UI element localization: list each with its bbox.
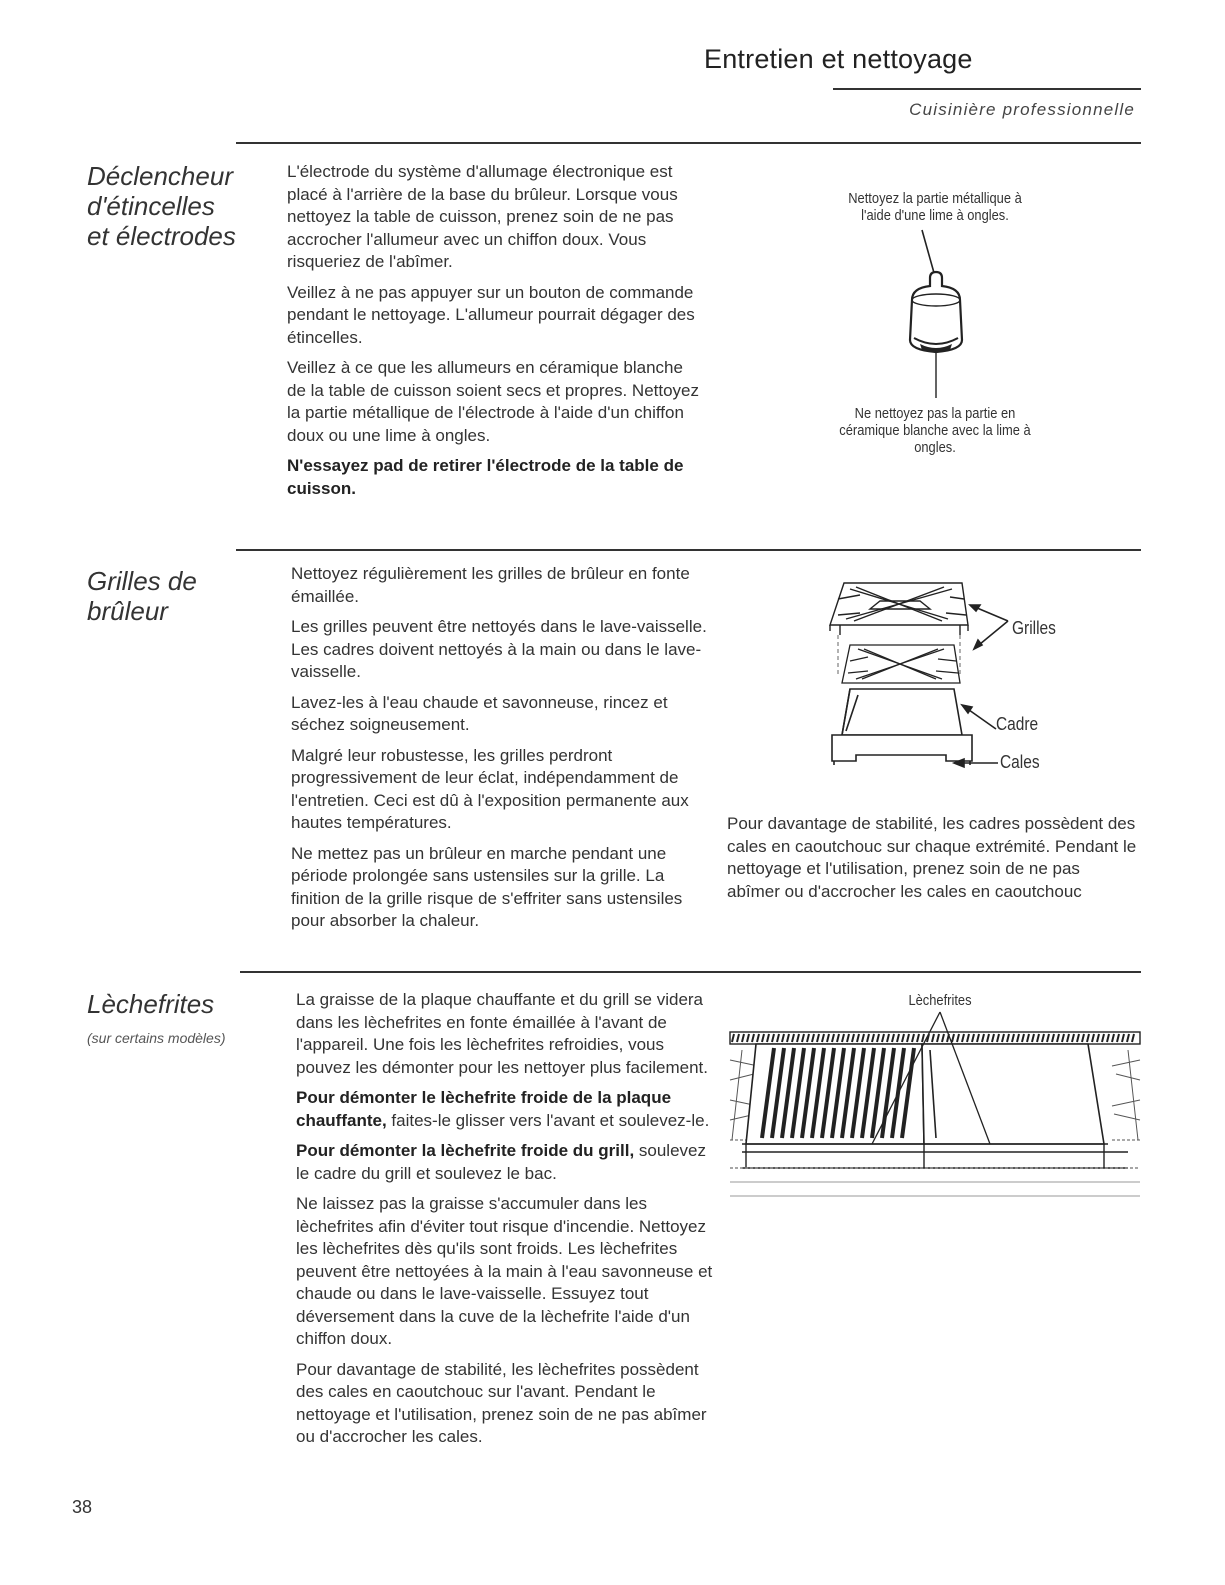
paragraph: La graisse de la plaque chauffante et du grill se videra dans les lèchefrites en fonte émaillée à l'avant de l'appareil. Une fois les lèchefrites refroidies, vous pouvez les démonter pour les nettoyer plus facilement. xyxy=(296,990,709,1077)
paragraph: Veillez à ce que les allumeurs en céramique blanche de la table de cuisson soient secs et propres. Nettoyez la partie métallique de l'électrode à l'aide d'un chiffon doux ou une lime à ongles. xyxy=(287,358,700,445)
title-line: et électrodes xyxy=(87,221,236,251)
title-line: Déclencheur xyxy=(87,161,233,191)
griddle-instruction xyxy=(296,1087,714,1132)
paragraph: Ne laissez pas la graisse s'accumuler dans les lèchefrites afin d'éviter tout risque d'incendie. Nettoyez les lèchefrites dès qu'ils sont froids. Les lèchefrites peuvent être nettoyées à la main à l'eau savonneuse et chaude ou dans le lave-vaisselle. Essuyez tout déversement dans la cuve de la lèchefrite l'aide d'un chiffon doux. xyxy=(296,1194,713,1348)
page-number: 38 xyxy=(72,1497,93,1517)
section-title-grates xyxy=(87,566,197,626)
page-title: Entretien et nettoyage xyxy=(704,44,973,74)
drip-pans-text xyxy=(296,989,714,1457)
paragraph: Pour davantage de stabilité, les lèchefrites possèdent des cales en caoutchouc sur l'avant. Pendant le nettoyage et l'utilisation, prenez soin de ne pas abîmer ou d'accrocher les cales. xyxy=(296,1359,707,1446)
warning-text xyxy=(287,455,705,500)
label-grates: Grilles xyxy=(1012,618,1056,638)
section-subtitle-drip-pans: (sur certains modèles) xyxy=(87,1030,226,1046)
paragraph: L'électrode du système d'allumage électronique est placé à l'arrière de la base du brûleur. Lorsque vous nettoyez la table de cuisson, prenez soin de ne pas accrocher l'allumeur avec un chiffon doux. Vous risqueriez de l'abîmer. xyxy=(287,162,678,271)
instruction-text: soulevez le cadre du grill et soulevez le bac. xyxy=(296,1141,706,1183)
paragraph: Malgré leur robustesse, les grilles perdront progressivement de leur éclat, indépendamment de l'entretien. Ceci est dû à l'exposition permanente aux hautes températures. xyxy=(291,745,689,832)
title-line: Grilles de xyxy=(87,566,197,596)
page-subtitle: Cuisinière professionnelle xyxy=(909,100,1135,119)
paragraph: Lavez-les à l'eau chaude et savonneuse, rincez et séchez soigneusement. xyxy=(291,692,668,734)
title-line: d'étincelles xyxy=(87,191,215,221)
paragraph: Veillez à ne pas appuyer sur un bouton de commande pendant le nettoyage. L'allumeur pourrait dégager des étincelles. xyxy=(287,282,695,347)
label-feet: Cales xyxy=(1000,752,1040,772)
paragraph: Pour davantage de stabilité, les cadres possèdent des cales en caoutchouc sur chaque extrémité. Pendant le nettoyage et l'utilisation, prenez soin de ne pas abîmer ou d'accrocher les cales en caoutchouc xyxy=(727,814,1137,901)
igniters-text xyxy=(287,161,705,508)
grill-instruction xyxy=(296,1140,714,1185)
grates-text xyxy=(291,563,709,941)
electrode-illustration xyxy=(890,228,990,403)
section-title-drip-pans: Lèchefrites xyxy=(87,989,215,1019)
title-line: brûleur xyxy=(87,596,168,626)
drip-pans-figure-label: Lèchefrites xyxy=(908,992,972,1009)
drip-pans-illustration xyxy=(728,1010,1142,1200)
bold-lead: Pour démonter la lèchefrite froide du grill, xyxy=(296,1141,635,1160)
instruction-text: faites-le glisser vers l'avant et soulevez-le. xyxy=(386,1110,710,1130)
label-frame: Cadre xyxy=(996,714,1039,734)
header-rule xyxy=(833,88,1141,90)
grates-note xyxy=(727,813,1137,911)
grates-illustration xyxy=(820,565,1020,775)
electrode-caption-bottom: Ne nettoyez pas la partie en céramique blanche avec la lime à ongles. xyxy=(839,405,1031,456)
section-divider xyxy=(236,549,1141,551)
section-divider xyxy=(240,971,1141,973)
electrode-caption-top: Nettoyez la partie métallique à l'aide d'une lime à ongles. xyxy=(848,190,1022,224)
bold-lead: Pour démonter le lèchefrite froide de la plaque chauffante, xyxy=(296,1088,672,1130)
paragraph: Ne mettez pas un brûleur en marche pendant une période prolongée sans ustensiles sur la grille. La finition de la grille risque de s'effriter sans ustensiles pour absorber la chaleur. xyxy=(291,843,683,930)
section-title-igniters xyxy=(87,161,236,251)
section-divider xyxy=(236,142,1141,144)
warning-bold: N'essayez pad de retirer l'électrode de la table de cuisson. xyxy=(287,456,684,498)
paragraph: Nettoyez régulièrement les grilles de brûleur en fonte émaillée. xyxy=(291,564,690,606)
paragraph: Les grilles peuvent être nettoyés dans le lave-vaisselle. Les cadres doivent nettoyés à la main ou dans le lave-vaisselle. xyxy=(291,617,707,681)
